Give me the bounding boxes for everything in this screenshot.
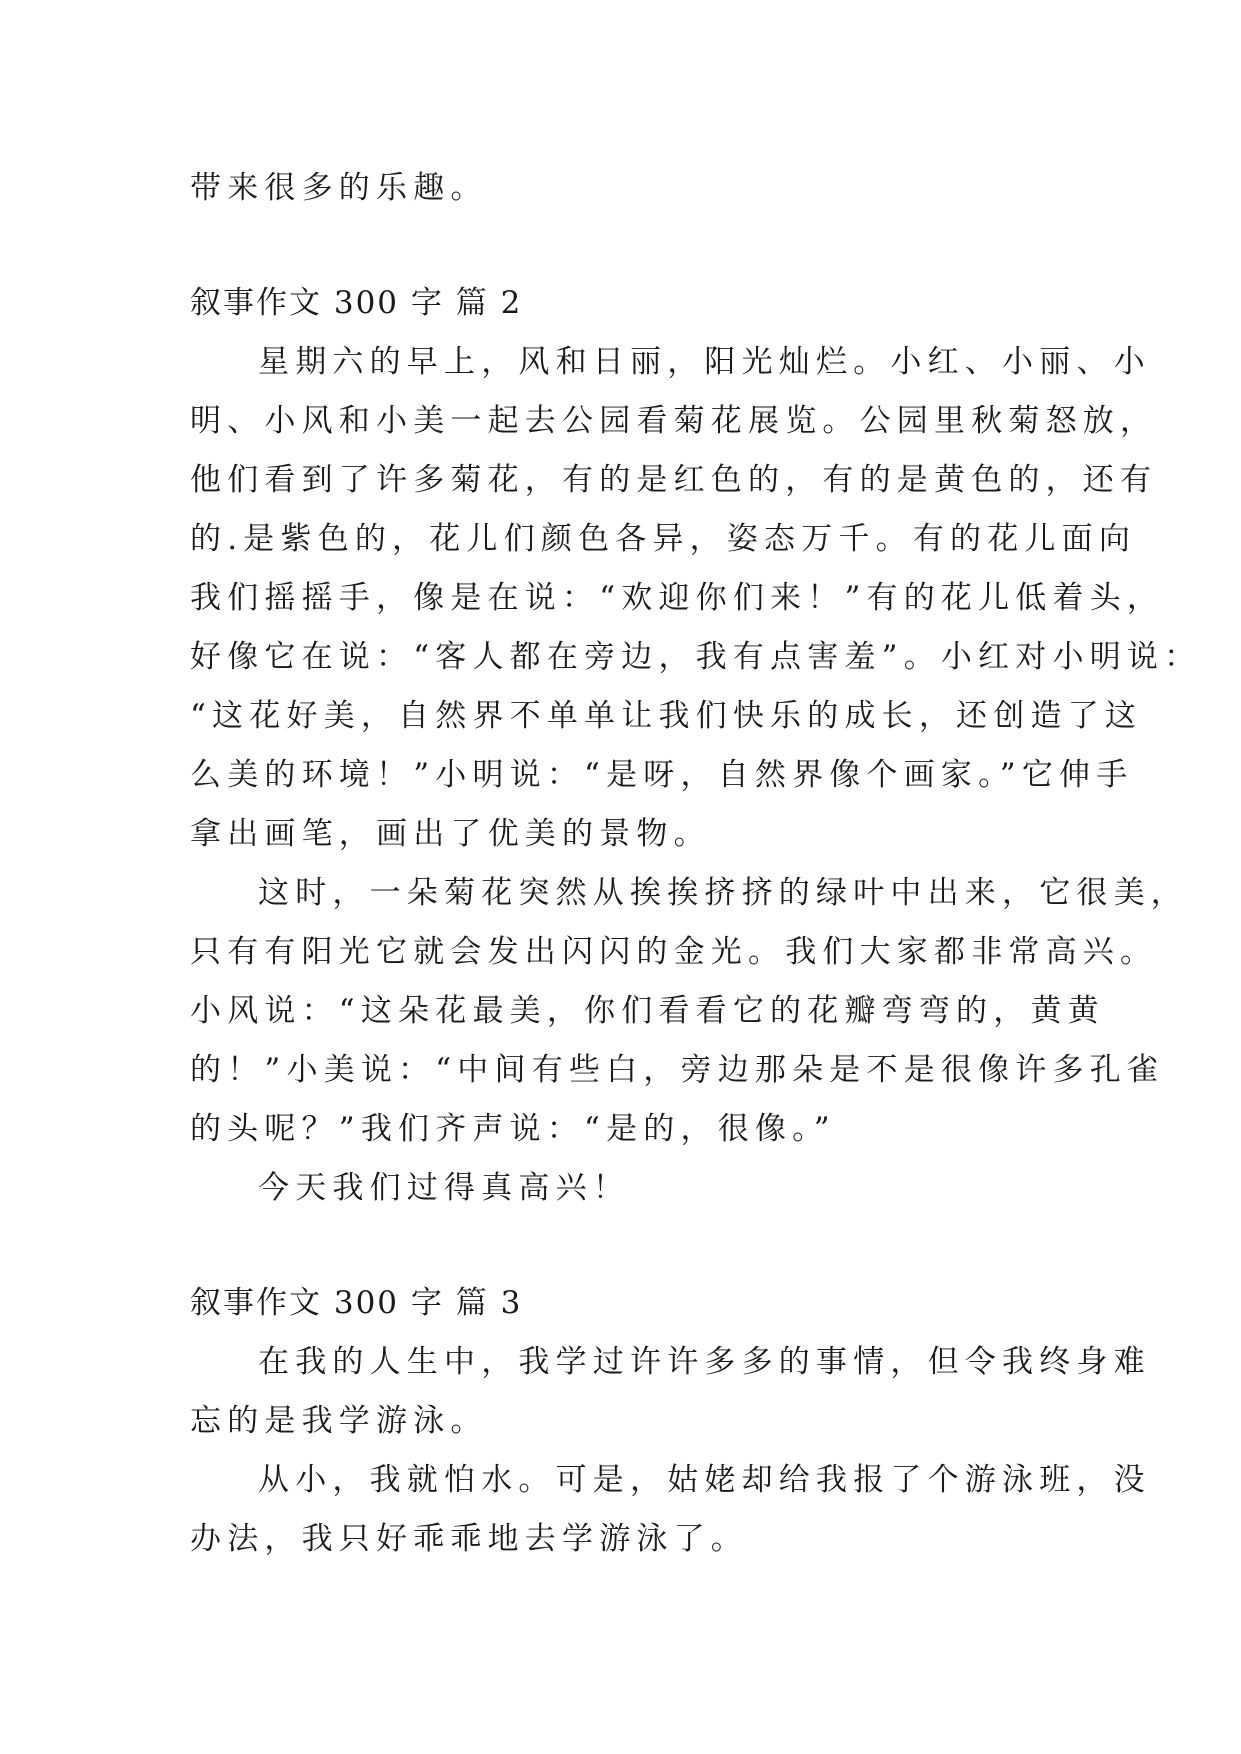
intro-tail-line: 带来很多的乐趣。 [190, 170, 488, 206]
paragraph-line: 在我的人生中，我学过许许多多的事情，但令我终身难 [258, 1344, 1151, 1380]
paragraph-line: 这时，一朵菊花突然从挨挨挤挤的绿叶中出来，它很美， [258, 875, 1188, 911]
paragraph-line: 的头呢？”我们齐声说：“是的，很像。” [190, 1111, 836, 1147]
paragraph-line: 从小，我就怕水。可是，姑姥却给我报了个游泳班，没 [258, 1462, 1151, 1498]
section-heading-3: 叙事作文 300 字 篇 3 [190, 1285, 523, 1321]
paragraph-line: 星期六的早上，风和日丽，阳光灿烂。小红、小丽、小 [258, 344, 1151, 380]
paragraph-line: 拿出画笔，画出了优美的景物。 [190, 816, 711, 852]
paragraph-line: 只有有阳光它就会发出闪闪的金光。我们大家都非常高兴。 [190, 934, 1158, 970]
paragraph-line: “这花好美，自然界不单单让我们快乐的成长，还创造了这 [190, 698, 1143, 734]
paragraph-line: 小风说：“这朵花最美，你们看看它的花瓣弯弯的，黄黄 [190, 993, 1105, 1029]
paragraph-line: 他们看到了许多菊花，有的是红色的，有的是黄色的，还有 [190, 462, 1158, 498]
section-heading-2: 叙事作文 300 字 篇 2 [190, 285, 523, 321]
paragraph-line: 办法，我只好乖乖地去学游泳了。 [190, 1521, 748, 1557]
paragraph-line: 好像它在说：“客人都在旁边，我有点害羞”。小红对小明说： [190, 639, 1202, 675]
paragraph-line: 今天我们过得真高兴！ [258, 1170, 630, 1206]
paragraph-line: 么美的环境！”小明说：“是呀，自然界像个画家。”它伸手 [190, 757, 1134, 793]
paragraph-line: 我们摇摇手，像是在说：“欢迎你们来！”有的花儿低着头， [190, 580, 1165, 616]
paragraph-line: 明、小风和小美一起去公园看菊花展览。公园里秋菊怒放， [190, 403, 1158, 439]
paragraph-line: 的！”小美说：“中间有些白，旁边那朵是不是很像许多孔雀 [190, 1052, 1165, 1088]
paragraph-line: 的.是紫色的，花儿们颜色各异，姿态万千。有的花儿面向 [190, 521, 1137, 557]
paragraph-line: 忘的是我学游泳。 [190, 1403, 488, 1439]
